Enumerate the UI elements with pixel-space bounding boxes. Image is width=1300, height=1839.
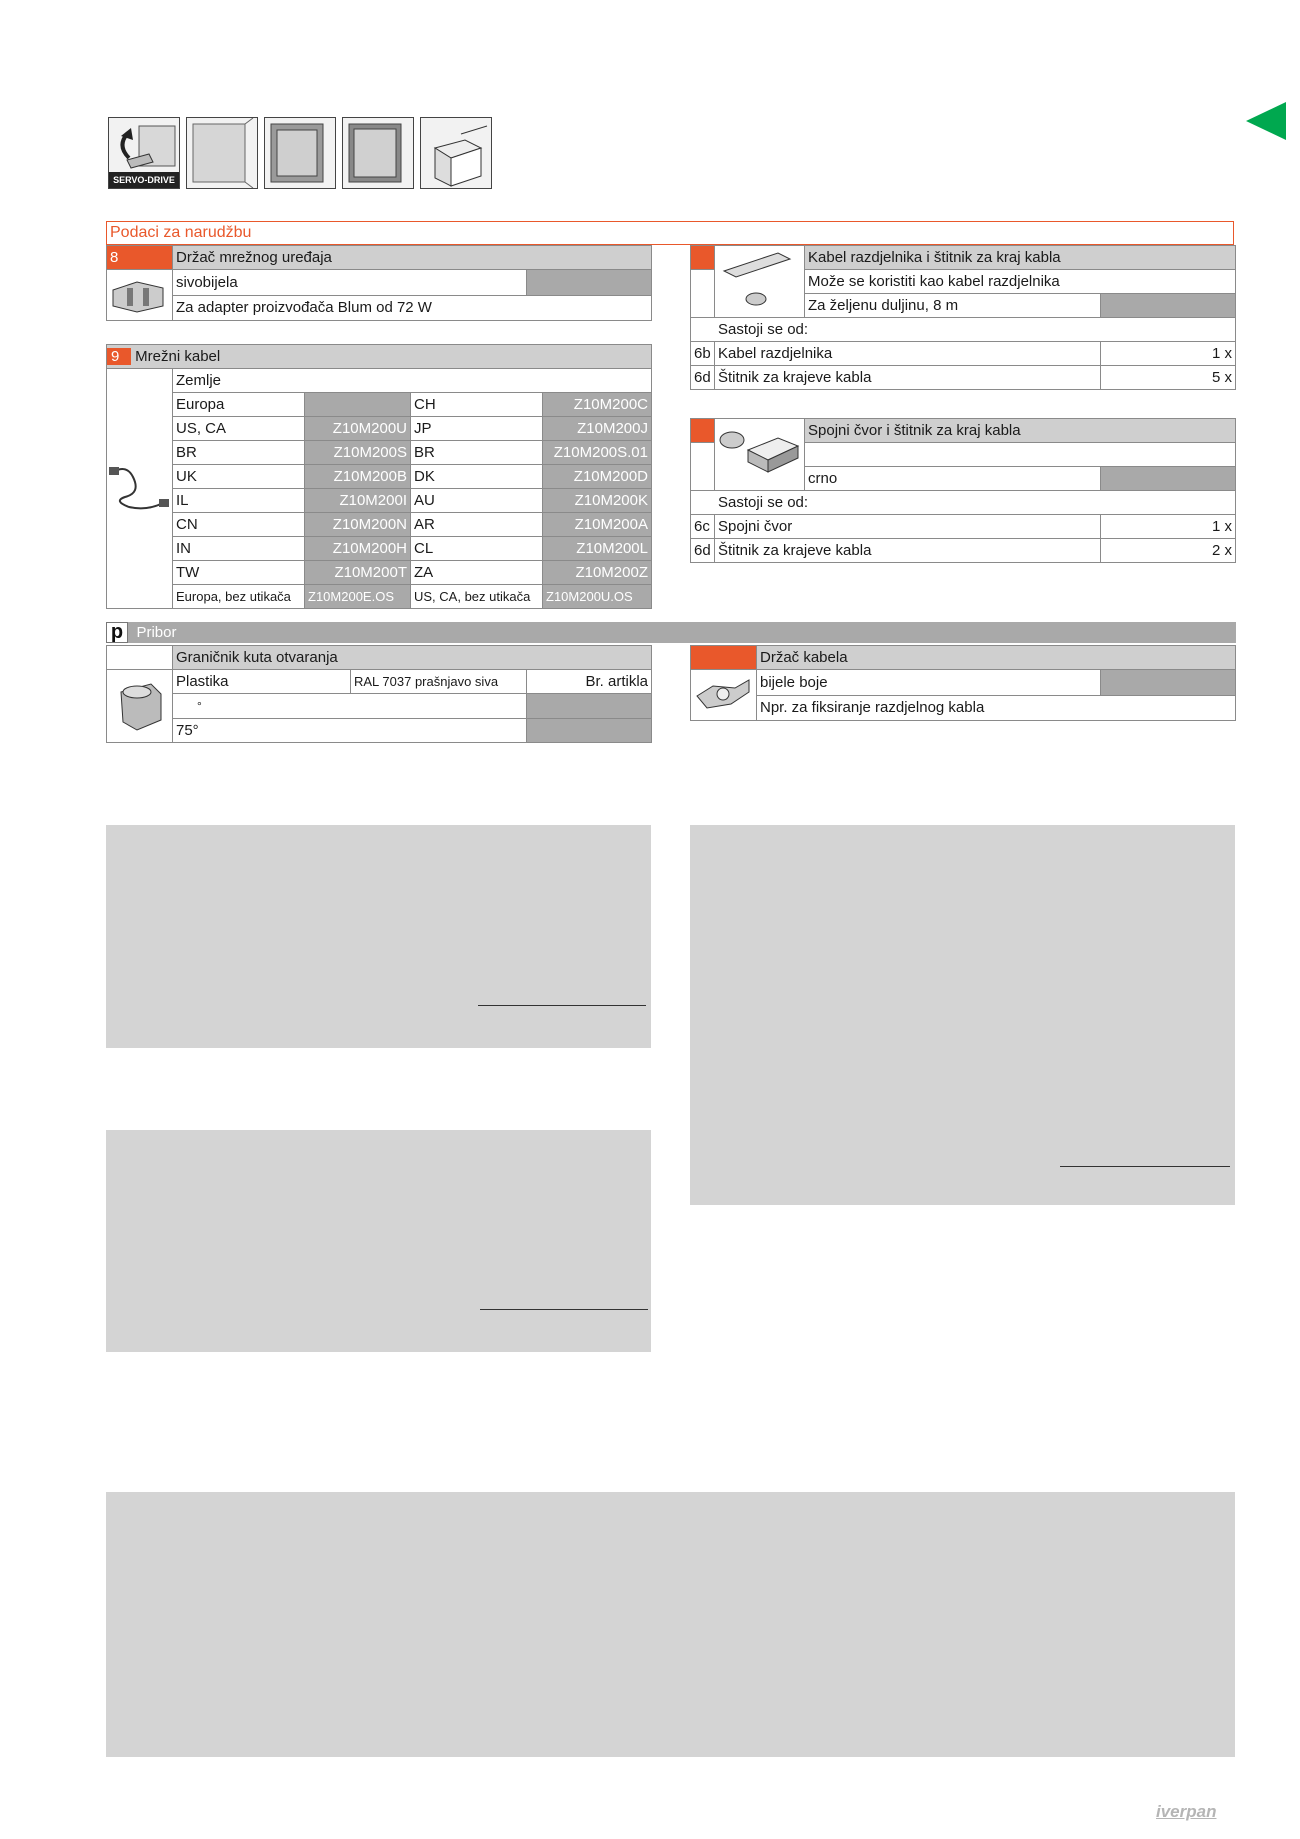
country-cell: CL [411,537,543,561]
table-row [107,513,652,537]
country-cell: US, CA [173,417,305,441]
item-name: Štitnik za krajeve kabla [715,366,1101,390]
stop-code-1 [527,694,652,718]
holder-number [691,646,757,670]
item-name: Štitnik za krajeve kabla [715,539,1101,563]
item-name: Kabel razdjelnika [715,342,1101,366]
section9-header [107,345,652,369]
country-cell: AU [411,489,543,513]
country-cell: Europa, bez utikača [173,585,305,609]
page-nav-arrow[interactable] [1246,102,1286,145]
section9-title: Mrežni kabel [135,348,221,365]
signature-line [1060,1166,1230,1167]
country-cell: IN [173,537,305,561]
code-cell: Z10M200N [305,513,411,537]
stop-ral: RAL 7037 prašnjavo siva [351,670,527,694]
country-cell: Europa [173,393,305,417]
code-cell: Z10M200D [543,465,652,489]
accessories-bar [106,622,1236,643]
splitter-number [691,246,715,270]
item-code: 6c [691,515,715,539]
power-cable-image [107,369,173,609]
holder-color: bijele boje [757,670,1101,696]
table-row [107,489,652,513]
country-cell: IL [173,489,305,513]
connector-code [1101,467,1236,491]
code-cell: Z10M200Z [543,561,652,585]
info-box-4 [106,1492,1235,1757]
signature-line [480,1309,648,1310]
item-qty: 2 x [1101,539,1236,563]
splitter-table [690,245,1236,390]
section8-table [106,245,652,321]
code-cell: Z10M200L [543,537,652,561]
servo-drive-icon [108,117,180,189]
connector-image [715,419,805,491]
code-cell: Z10M200J [543,417,652,441]
section8-number: 8 [107,246,173,270]
code-cell: Z10M200S [305,441,411,465]
table-row [691,366,1236,390]
ordering-title: Podaci za narudžbu [110,224,252,241]
code-cell: Z10M200B [305,465,411,489]
stop-angle: 75° [173,718,527,742]
holder-note: Npr. za fiksiranje razdjelnog kabla [757,695,1236,721]
country-cell: CN [173,513,305,537]
section9-table [106,344,652,609]
handleless-cabinet-icon [420,117,492,189]
item-code: 6b [691,342,715,366]
splitter-title: Kabel razdjelnika i štitnik za kraj kabla [805,246,1236,270]
section8-color: sivobijela [173,270,527,296]
code-cell: Z10M200I [305,489,411,513]
door-panel-icon [186,117,258,189]
info-box-2 [106,1130,651,1352]
connector-title: Spojni čvor i štitnik za kraj kabla [805,419,1236,443]
item-qty: 1 x [1101,342,1236,366]
stop-code-2 [527,718,652,742]
stop-title: Graničnik kuta otvaranja [173,646,652,670]
device-holder-image [107,270,173,321]
splitter-line1: Može se koristiti kao kabel razdjelnika [805,270,1236,294]
country-cell: BR [173,441,305,465]
table-row [691,539,1236,563]
connector-blank [805,443,1236,467]
countries-label: Zemlje [173,369,652,393]
stop-blank [107,646,173,670]
glass-door-icon [264,117,336,189]
item-code: 6d [691,366,715,390]
connector-color: crno [805,467,1101,491]
splitter-code [1101,294,1236,318]
table-row [107,561,652,585]
code-cell: Z10M200S.01 [543,441,652,465]
info-box-1 [106,825,651,1048]
code-cell: Z10M200K [543,489,652,513]
code-cell [305,393,411,417]
connector-number [691,419,715,443]
code-cell: Z10M200U [305,417,411,441]
country-cell: AR [411,513,543,537]
splitter-line2: Za željenu duljinu, 8 m [805,294,1101,318]
code-cell: Z10M200T [305,561,411,585]
code-cell: Z10M200U.OS [543,585,652,609]
connector-consists: Sastoji se od: [691,491,1236,515]
table-row [107,393,652,417]
table-row [107,585,652,609]
country-cell: UK [173,465,305,489]
table-row [107,465,652,489]
table-row [107,537,652,561]
brand-logo: iverpan [1156,1802,1217,1821]
servo-drive-label: SERVO-DRIVE [113,175,175,185]
section8-code [527,270,652,296]
country-cell: ZA [411,561,543,585]
code-cell: Z10M200A [543,513,652,537]
item-name: Spojni čvor [715,515,1101,539]
holder-table [690,645,1236,721]
item-qty: 5 x [1101,366,1236,390]
code-cell: Z10M200H [305,537,411,561]
accessories-title: Pribor [136,624,177,641]
table-row [107,441,652,465]
splitter-image [715,246,805,318]
country-cell: JP [411,417,543,441]
cable-holder-image [691,670,757,721]
table-row [107,417,652,441]
info-box-3 [690,825,1235,1205]
country-cell: US, CA, bez utikača [411,585,543,609]
table-row [691,515,1236,539]
glass-frame-door-icon [342,117,414,189]
section9-number: 9 [107,348,131,365]
section8-title: Držač mrežnog uređaja [173,246,652,270]
signature-line [478,1005,646,1006]
item-code: 6d [691,539,715,563]
stop-material: Plastika [173,670,351,694]
section8-note: Za adapter proizvođača Blum od 72 W [173,295,652,321]
code-cell: Z10M200C [543,393,652,417]
country-cell: TW [173,561,305,585]
country-cell: CH [411,393,543,417]
country-cell: BR [411,441,543,465]
connector-table [690,418,1236,563]
angle-stop-image [107,670,173,743]
code-cell: Z10M200E.OS [305,585,411,609]
table-row [691,342,1236,366]
stop-table [106,645,652,743]
accessories-letter: p [106,622,128,643]
holder-code [1101,670,1236,696]
item-qty: 1 x [1101,515,1236,539]
stop-deg: ° [173,694,527,718]
splitter-consists: Sastoji se od: [691,318,1236,342]
stop-artno: Br. artikla [527,670,652,694]
holder-title: Držač kabela [757,646,1236,670]
country-cell: DK [411,465,543,489]
ordering-header [106,221,1234,245]
